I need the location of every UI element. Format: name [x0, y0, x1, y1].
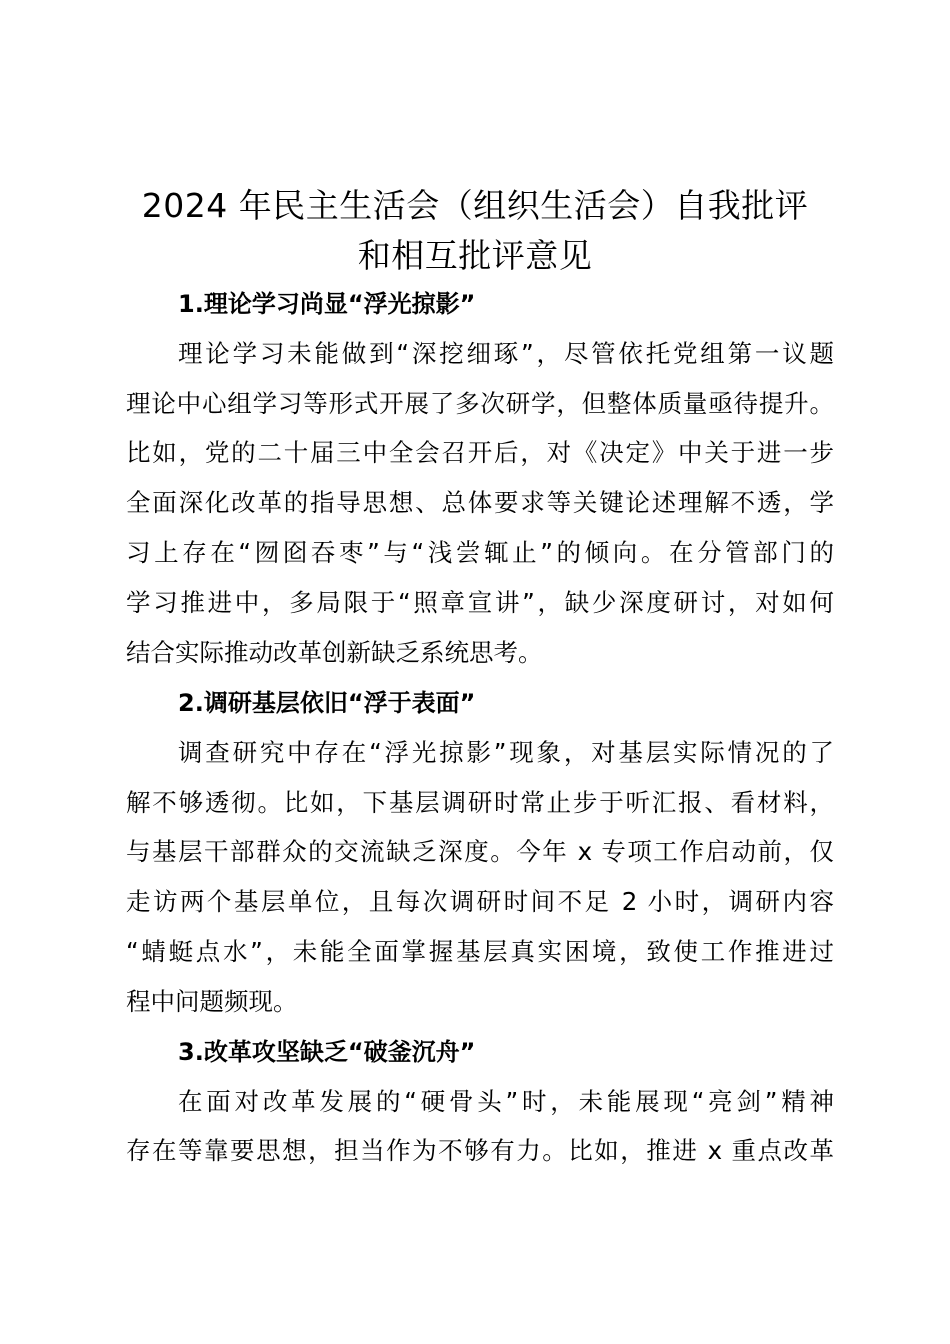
section-2-line-6: 程中问题频现。	[126, 987, 298, 1016]
section-2-line-5: “蜻蜓点水”，未能全面掌握基层真实困境，致使工作推进过	[126, 937, 834, 966]
section-1-line-6: 学习推进中，多局限于“照章宣讲”，缺少深度研讨，对如何	[126, 588, 834, 617]
section-3-line-2: 存在等靠要思想，担当作为不够有力。比如，推进 x 重点改革	[126, 1136, 834, 1165]
section-1-line-3: 比如，党的二十届三中全会召开后，对《决定》中关于进一步	[126, 438, 834, 467]
section-2-line-1: 调查研究中存在“浮光掠影”现象，对基层实际情况的了	[178, 738, 834, 767]
section-1-line-1: 理论学习未能做到“深挖细琢”，尽管依托党组第一议题	[178, 339, 834, 368]
section-3-heading: 3.改革攻坚缺乏“破釜沉舟”	[178, 1038, 476, 1066]
section-1-line-7: 结合实际推动改革创新缺乏系统思考。	[126, 638, 543, 667]
section-1-line-2: 理论中心组学习等形式开展了多次研学，但整体质量亟待提升。	[126, 389, 834, 418]
section-3-line-1: 在面对改革发展的“硬骨头”时，未能展现“亮剑”精神	[178, 1087, 834, 1116]
section-2-line-2: 解不够透彻。比如，下基层调研时常止步于听汇报、看材料，	[126, 788, 834, 817]
section-2-heading: 2.调研基层依旧“浮于表面”	[178, 689, 476, 717]
section-2-line-4: 走访两个基层单位，且每次调研时间不足 2 小时，调研内容	[126, 887, 834, 916]
section-1-heading: 1.理论学习尚显“浮光掠影”	[178, 290, 476, 318]
section-2-line-3: 与基层干部群众的交流缺乏深度。今年 x 专项工作启动前，仅	[126, 837, 834, 866]
document-title-line-1: 2024 年民主生活会（组织生活会）自我批评	[141, 186, 809, 225]
document-title-line-2: 和相互批评意见	[357, 236, 593, 275]
section-1-line-4: 全面深化改革的指导思想、总体要求等关键论述理解不透，学	[126, 488, 834, 517]
section-1-line-5: 习上存在“囫囵吞枣”与“浅尝辄止”的倾向。在分管部门的	[126, 538, 834, 567]
